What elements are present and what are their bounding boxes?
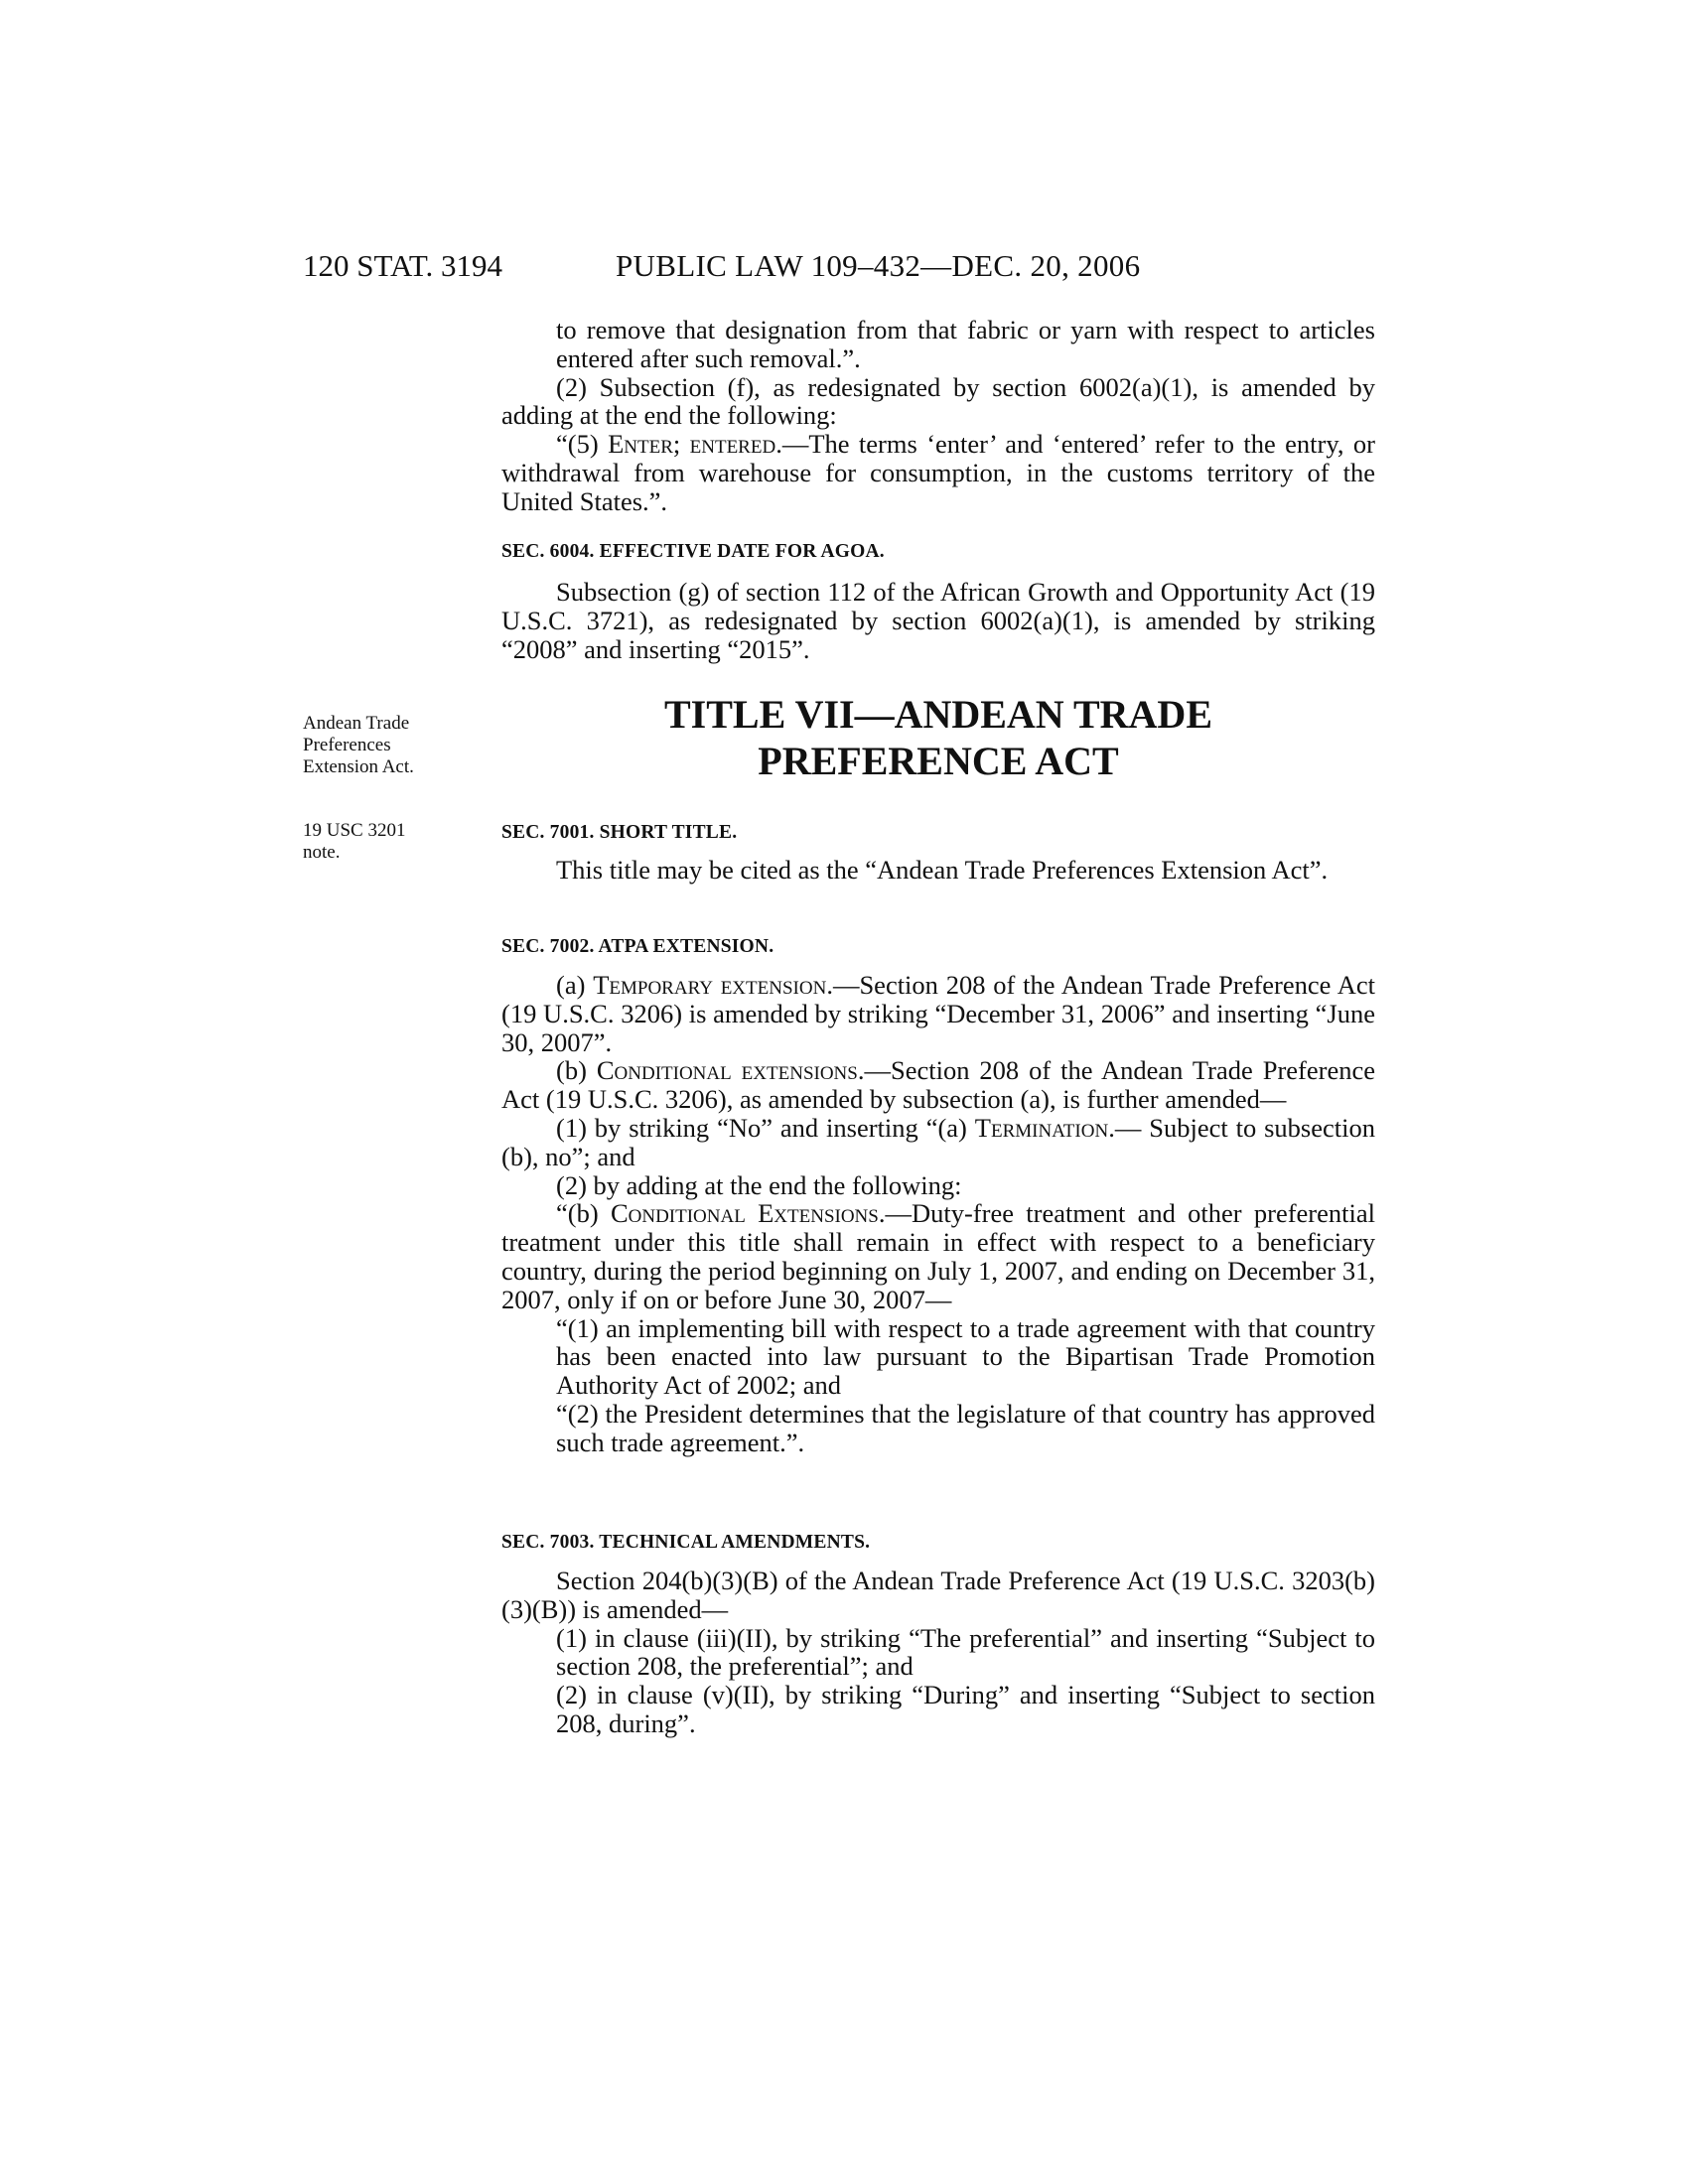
- section-heading-6004: SEC. 6004. EFFECTIVE DATE FOR AGOA.: [501, 541, 885, 562]
- paragraph-b1-text: .— Subject to subsection (b), no”; and: [501, 1112, 1375, 1171]
- quoted-paragraph-1: “(1) an implementing bill with respect to a trade agreement with that country has been enacted into law pursuant to the Bipartisan Trade Promotion Authority Act of 2002; and: [556, 1312, 1375, 1401]
- margin-note-short-title: [303, 713, 414, 778]
- running-header: PUBLIC LAW 109–432—DEC. 20, 2006: [616, 248, 1141, 283]
- section-heading-7001: SEC. 7001. SHORT TITLE.: [501, 822, 738, 843]
- definition-text: .—The terms ‘enter’ and ‘entered’ refer to the entry, or withdrawal from warehouse for consumption, in the customs territory of the United States.”.: [501, 429, 1375, 516]
- subsection-b-lead: (b): [556, 1055, 597, 1086]
- margin-note-line: 19 USC 3201: [303, 820, 406, 841]
- small-caps-term: Termination: [974, 1112, 1109, 1143]
- paragraph-b1-lead: (1) by striking “No” and inserting “(a): [556, 1112, 975, 1143]
- clause-item-1: (1) in clause (iii)(II), by striking “The preferential” and inserting “Subject to section 208, the preferential”; and: [556, 1622, 1375, 1682]
- quoted-b-lead: “(b): [556, 1198, 611, 1229]
- quoted-paragraph-2: “(2) the President determines that the legislature of that country has approved such trade agreement.”.: [556, 1398, 1375, 1457]
- quoted-subsection-b: [501, 1199, 1375, 1313]
- small-caps-term: Conditional extensions: [596, 1055, 858, 1086]
- title-heading-line-1: TITLE VII—ANDEAN TRADE: [664, 692, 1212, 737]
- small-caps-term: Enter; entered: [608, 429, 776, 460]
- paragraph-b2: (2) by adding at the end the following:: [556, 1169, 962, 1200]
- section-7001-text: This title may be cited as the “Andean Trade Preferences Extension Act”.: [556, 855, 1329, 885]
- margin-note-line: Preferences: [303, 735, 391, 755]
- page-stat-citation: 120 STAT. 3194: [303, 248, 503, 283]
- section-heading-7003: SEC. 7003. TECHNICAL AMENDMENTS.: [501, 1532, 871, 1553]
- subsection-a-lead: (a): [556, 970, 594, 1000]
- quote-lead: “(5): [556, 429, 609, 460]
- margin-note-line: note.: [303, 842, 341, 863]
- section-7003-body: [501, 1567, 1375, 1738]
- paragraph-b1: [447, 1114, 1375, 1171]
- quoted-b-text: .—Duty-free treatment and other preferential treatment under this title shall remain in effect with respect to a beneficiary country, during the period beginning on July 1, 2007, and ending on December 31, 2007, only if on or before June 30, 2007—: [501, 1198, 1375, 1314]
- section-7001-body: [501, 856, 1375, 885]
- margin-note-line: Andean Trade: [303, 713, 410, 734]
- small-caps-term: Temporary extension: [593, 970, 827, 1000]
- small-caps-term: Conditional Extensions: [610, 1198, 879, 1229]
- clause-item-2: (2) in clause (v)(II), by striking “During” and inserting “Subject to section 208, during”.: [556, 1680, 1375, 1738]
- section-heading-7002: SEC. 7002. ATPA EXTENSION.: [501, 936, 774, 957]
- section-6004-text: Subsection (g) of section 112 of the African Growth and Opportunity Act (19 U.S.C. 3721), as redesignated by section 6002(a)(1), is amended by striking “2008” and inserting “2015”.: [501, 577, 1375, 664]
- section-7003-text: Section 204(b)(3)(B) of the Andean Trade Preference Act (19 U.S.C. 3203(b)(3)(B)) is amended—: [501, 1566, 1375, 1624]
- paragraph-continuation: to remove that designation from that fabric or yarn with respect to articles entered after such removal.”.: [556, 315, 1375, 373]
- continued-text-block: [501, 316, 1375, 516]
- section-7002-body: [501, 971, 1375, 1457]
- margin-note-line: Extension Act.: [303, 756, 414, 777]
- subsection-a: [501, 971, 1375, 1056]
- subsection-b-text: .—Section 208 of the Andean Trade Preference Act (19 U.S.C. 3206), as amended by subsection (a), is further amended—: [501, 1055, 1375, 1115]
- paragraph-subsection-f: (2) Subsection (f), as redesignated by section 6002(a)(1), is amended by adding at the end the following:: [501, 371, 1375, 431]
- paragraph-enter-entered: [501, 430, 1375, 515]
- margin-note-usc: [303, 820, 405, 864]
- section-6004-body: [501, 578, 1375, 663]
- subsection-a-text: .—Section 208 of the Andean Trade Preference Act (19 U.S.C. 3206) is amended by striking “December 31, 2006” and inserting “June 30, 2007”.: [501, 970, 1376, 1057]
- title-heading-line-2: PREFERENCE ACT: [758, 739, 1119, 783]
- subsection-b: [501, 1056, 1375, 1114]
